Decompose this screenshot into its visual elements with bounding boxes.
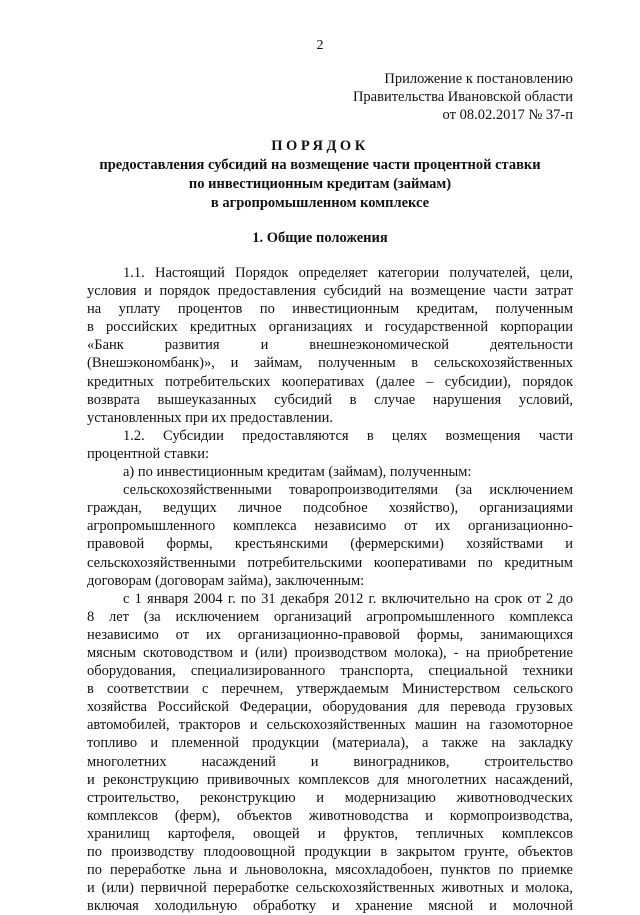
body-line: включая холодильную обработку и хранение мясной и молочной — [87, 898, 573, 915]
body-line: и реконструкцию прививочных комплексов для многолетних насаждений, — [87, 771, 573, 788]
body-line: в российских кредитных организациях и государственной корпорации — [87, 319, 573, 336]
body-line: хозяйства Российской Федерации, оборудования для перевода грузовых — [87, 699, 573, 716]
appendix-line: от 08.02.2017 № 37-п — [442, 107, 573, 123]
body-line: независимо от их организационно-правовой формы, занимающихся — [87, 626, 573, 643]
body-line: договорам (договорам займа), заключенным: — [87, 572, 365, 589]
section-heading: 1. Общие положения — [252, 230, 388, 246]
body-line: агропромышленного комплекса независимо от их организационно- — [87, 518, 573, 535]
body-line: 8 лет (за исключением организаций агропромышленного комплекса — [87, 608, 573, 625]
body-line: возврата вышеуказанных субсидий в случае нарушения условий, — [87, 391, 573, 408]
body-line: с 1 января 2004 г. по 31 декабря 2012 г. включительно на срок от 2 до — [123, 590, 573, 607]
body-line: комплексов (ферм), объектов животноводства и кормопроизводства, — [87, 807, 573, 824]
page-number: 2 — [316, 38, 324, 53]
body-line: условия и порядок предоставления субсидий на возмещение части затрат — [87, 283, 573, 300]
body-line: (Внешэкономбанк)», и займам, полученным в сельскохозяйственных — [87, 355, 573, 372]
body-line: сельскохозяйственными товаропроизводителями (за исключением — [123, 482, 573, 499]
body-line: по переработке льна и льноволокна, мясохладобоен, пунктов по приемке — [87, 862, 573, 879]
body-line: в соответствии с перечнем, утверждаемым Министерством сельского — [87, 681, 573, 698]
subtitle-line: предоставления субсидий на возмещение части процентной ставки — [99, 157, 541, 173]
appendix-line: Приложение к постановлению — [384, 71, 573, 87]
body-line: строительство, реконструкцию и модернизацию животноводческих — [87, 789, 573, 806]
body-line: оборудования, специализированного транспорта, специальной техники — [87, 663, 573, 680]
body-line: граждан, ведущих личное подсобное хозяйство), организациями — [87, 500, 573, 517]
body-line: правовой формы, крестьянскими (фермерскими) хозяйствами и — [87, 536, 573, 553]
body-line: по производству плодоовощной продукции в закрытом грунте, объектов — [87, 844, 573, 860]
document-title: ПОРЯДОК — [271, 138, 369, 154]
subtitle-line: по инвестиционным кредитам (займам) — [188, 176, 452, 192]
body-line: и (или) первичной переработке сельскохозяйственных животных и молока, — [87, 880, 573, 897]
appendix-block — [353, 70, 573, 124]
body-line: 1.2. Субсидии предоставляются в целях возмещения части — [123, 427, 573, 444]
body-line: мясным скотоводством и (или) производством молока), - на приобретение — [87, 644, 573, 661]
body-line: хранилищ картофеля, овощей и фруктов, тепличных комплексов — [87, 825, 573, 842]
body-line: на уплату процентов по инвестиционным кредитам, полученным — [87, 301, 573, 318]
body-line: 1.1. Настоящий Порядок определяет категории получателей, цели, — [123, 265, 573, 281]
body-line: многолетних насаждений и виноградников, строительство — [87, 753, 573, 770]
body-line: а) по инвестиционным кредитам (займам), полученным: — [123, 464, 472, 481]
body-line: топливо и племенной продукции (материала), а также на закладку — [87, 735, 573, 752]
appendix-line: Правительства Ивановской области — [352, 89, 573, 105]
document-subtitle — [0, 156, 640, 213]
body-line: процентной ставки: — [87, 445, 210, 462]
document-body — [87, 264, 573, 915]
body-line: автомобилей, тракторов и сельскохозяйственных машин на газомоторное — [87, 717, 573, 734]
body-line: кредитных потребительских кооперативах (далее – субсидии), порядок — [87, 373, 573, 390]
body-line: «Банк развития и внешнеэкономической деятельности — [87, 337, 573, 354]
body-line: установленных при их предоставлении. — [87, 409, 333, 426]
body-line: сельскохозяйственными потребительскими кооперативами по кредитным — [87, 554, 573, 571]
subtitle-line: в агропромышленном комплексе — [210, 195, 430, 211]
